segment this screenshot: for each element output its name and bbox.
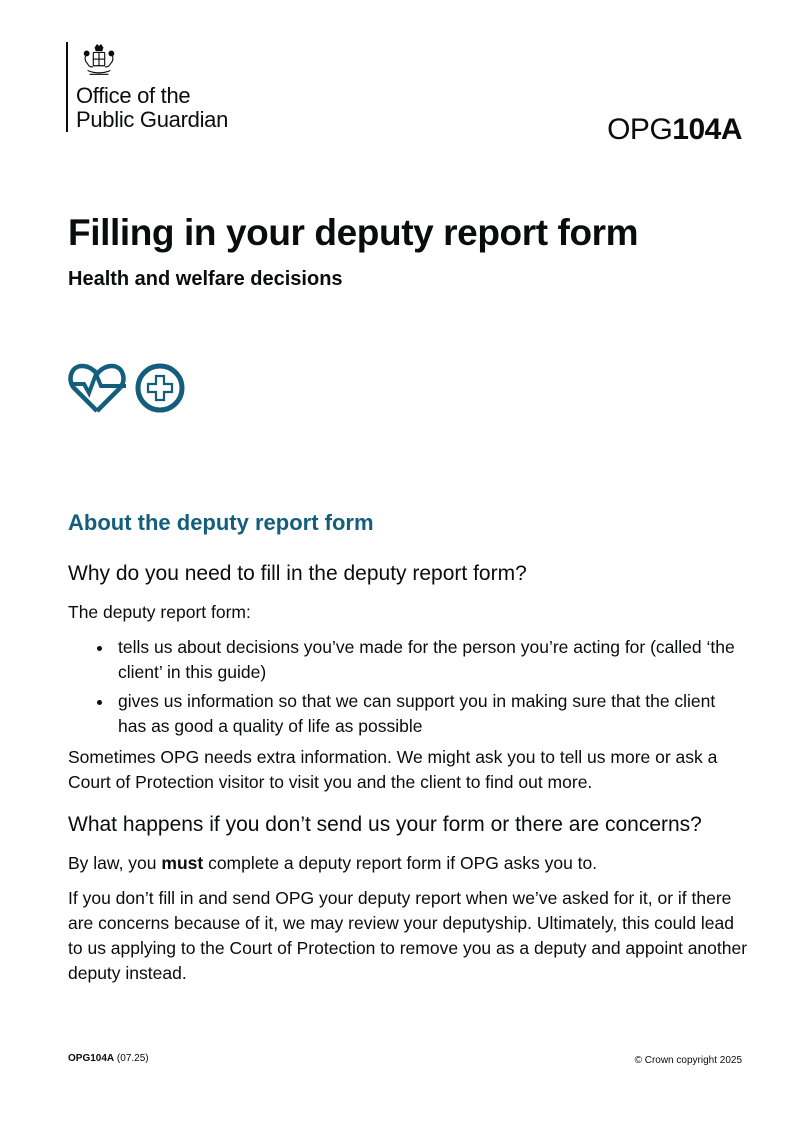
form-code: [607, 113, 742, 147]
list-item: • tells us about decisions you’ve made for the person you’re acting for (called ‘the client’ in this guide): [114, 635, 748, 685]
text-segment: By law, you: [68, 853, 162, 873]
form-code-prefix: OPG: [607, 113, 673, 146]
logo-line-1: Office of the: [76, 83, 191, 108]
intro-text: The deputy report form:: [68, 602, 251, 622]
page-subtitle: Health and welfare decisions: [68, 268, 343, 290]
question-heading-what-happens: What happens if you don’t send us your form or there are concerns?: [68, 813, 702, 836]
bullet-list: [68, 635, 748, 739]
question-heading-why: Why do you need to fill in the deputy report form?: [68, 562, 527, 585]
paragraph-review: If you don’t fill in and send OPG your deputy report when we’ve asked for it, or if there are concerns because of it, we may review your deputyship. Ultimately, this could lead to us applying to the Court of Protection to remove you as a deputy and appoint another deputy instead.: [68, 888, 748, 983]
topic-icons: [68, 360, 188, 416]
medical-cross-circle-icon: [132, 360, 188, 416]
royal-crest-icon: [80, 42, 118, 80]
logo-line-2: Public Guardian: [76, 107, 229, 132]
text-segment: complete a deputy report form if OPG asks you to.: [203, 853, 598, 873]
heart-pulse-icon: [68, 360, 128, 416]
paragraph-extra-info: Sometimes OPG needs extra information. We might ask you to tell us more or ask a Court of Protection visitor to visit you and the client to find out more.: [68, 747, 718, 792]
footer-code: OPG104A: [68, 1053, 115, 1064]
section-content: [68, 560, 748, 996]
form-code-number: 104A: [672, 113, 742, 146]
footer-form-code: [68, 1053, 149, 1064]
page-title: Filling in your deputy report form: [68, 212, 639, 253]
footer-version: (07.25): [116, 1053, 149, 1064]
footer-copyright: © Crown copyright 2025: [634, 1055, 742, 1066]
list-item: • gives us information so that we can support you in making sure that the client has as good a quality of life as possible: [114, 689, 748, 739]
paragraph-by-law: [68, 851, 748, 876]
emphasis-must: must: [161, 853, 204, 873]
section-heading: About the deputy report form: [68, 510, 374, 535]
opg-logo: [66, 42, 228, 132]
